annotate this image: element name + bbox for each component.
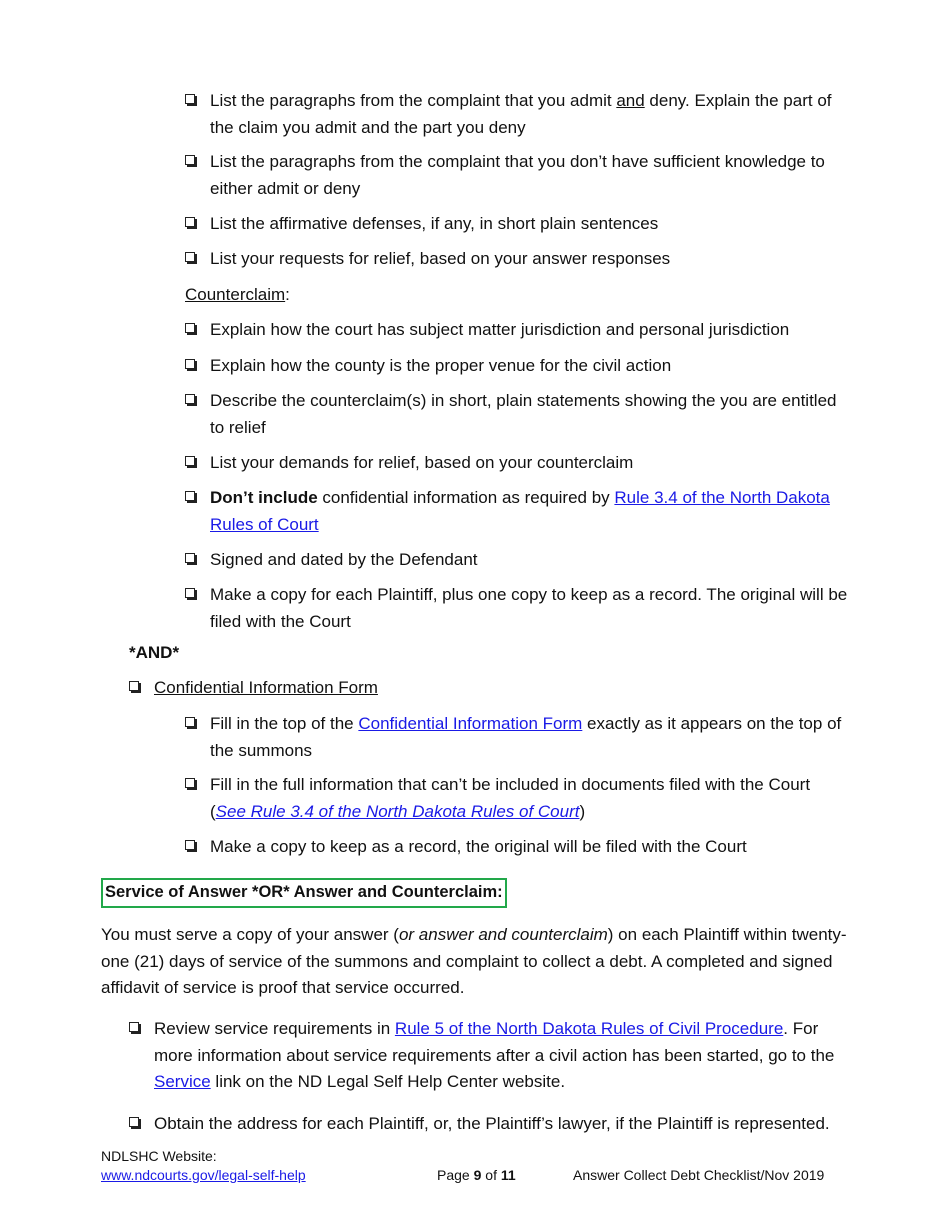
footer-site-link[interactable]: www.ndcourts.gov/legal-self-help	[101, 1167, 306, 1183]
checkbox-icon[interactable]	[185, 94, 195, 104]
confidential-form-link[interactable]: Confidential Information Form	[358, 714, 583, 733]
checklist-item: Signed and dated by the Defendant	[185, 547, 850, 574]
checkbox-icon[interactable]	[185, 553, 195, 563]
checklist-item: Fill in the full information that can’t be included in documents filed with the Court (See Rule 3.4 of the North Dakota Rules of Court)	[185, 772, 850, 825]
rule-3-4-link-italic[interactable]: See Rule 3.4 of the North Dakota Rules of Court	[215, 801, 580, 821]
page-number: Page 9 of 11	[437, 1167, 516, 1183]
checklist-item: Confidential Information Form	[129, 675, 854, 702]
checklist-item: Review service requirements in Rule 5 of the North Dakota Rules of Civil Procedure. For more information about service requirements after a civil action has been started, go to the Service link on the ND Legal Self Help Center website.	[129, 1016, 854, 1096]
checkbox-icon[interactable]	[185, 155, 195, 165]
checkbox-icon[interactable]	[185, 717, 195, 727]
checkbox-icon[interactable]	[185, 588, 195, 598]
checkbox-icon[interactable]	[129, 1022, 139, 1032]
checklist-item: List the affirmative defenses, if any, in short plain sentences	[185, 211, 850, 238]
checkbox-icon[interactable]	[185, 840, 195, 850]
checklist-item: List your demands for relief, based on your counterclaim	[185, 450, 850, 477]
rule-5-link[interactable]: Rule 5 of the North Dakota Rules of Civil Procedure	[394, 1019, 784, 1038]
checklist-item: List the paragraphs from the complaint that you admit and deny. Explain the part of the claim you admit and the part you deny	[185, 88, 850, 141]
checklist-item: List the paragraphs from the complaint that you don’t have sufficient knowledge to either admit or deny	[185, 149, 850, 202]
and-label: *AND*	[129, 643, 180, 662]
checkbox-icon[interactable]	[185, 217, 195, 227]
checklist-item: Fill in the top of the Confidential Information Form exactly as it appears on the top of the summons	[185, 711, 850, 764]
service-heading: Service of Answer *OR* Answer and Counterclaim:	[101, 878, 507, 908]
checkbox-icon[interactable]	[185, 456, 195, 466]
checkbox-icon[interactable]	[129, 681, 139, 691]
checklist-item: Make a copy to keep as a record, the original will be filed with the Court	[185, 834, 850, 861]
checklist-item: Don’t include confidential information as required by Rule 3.4 of the North Dakota Rules of Court	[185, 485, 850, 538]
counterclaim-label: Counterclaim:	[185, 285, 290, 304]
checkbox-icon[interactable]	[185, 394, 195, 404]
checkbox-icon[interactable]	[185, 359, 195, 369]
checklist-item: Obtain the address for each Plaintiff, or, the Plaintiff’s lawyer, if the Plaintiff is represented.	[129, 1111, 859, 1138]
checklist-item: List your requests for relief, based on your answer responses	[185, 246, 850, 273]
checkbox-icon[interactable]	[185, 252, 195, 262]
doc-title: Answer Collect Debt Checklist/Nov 2019	[573, 1167, 825, 1183]
checklist-item: Explain how the court has subject matter jurisdiction and personal jurisdiction	[185, 317, 850, 344]
checkbox-icon[interactable]	[185, 323, 195, 333]
checklist-item: Make a copy for each Plaintiff, plus one copy to keep as a record. The original will be filed with the Court	[185, 582, 850, 635]
service-link[interactable]: Service	[154, 1072, 211, 1091]
checklist-item: Explain how the county is the proper venue for the civil action	[185, 353, 850, 380]
checkbox-icon[interactable]	[129, 1117, 139, 1127]
checkbox-icon[interactable]	[185, 491, 195, 501]
checkbox-icon[interactable]	[185, 778, 195, 788]
footer-site-label: NDLSHC Website:	[101, 1148, 217, 1164]
checklist-item: Describe the counterclaim(s) in short, plain statements showing the you are entitled to relief	[185, 388, 850, 441]
rule-3-4-link[interactable]: Rule 3.4 of the North Dakota Rules of Court	[210, 488, 830, 534]
service-paragraph: You must serve a copy of your answer (or answer and counterclaim) on each Plaintiff within twenty-one (21) days of service of the summons and complaint to collect a debt. A completed and signed affidavit of service is proof that service occurred.	[101, 925, 847, 997]
